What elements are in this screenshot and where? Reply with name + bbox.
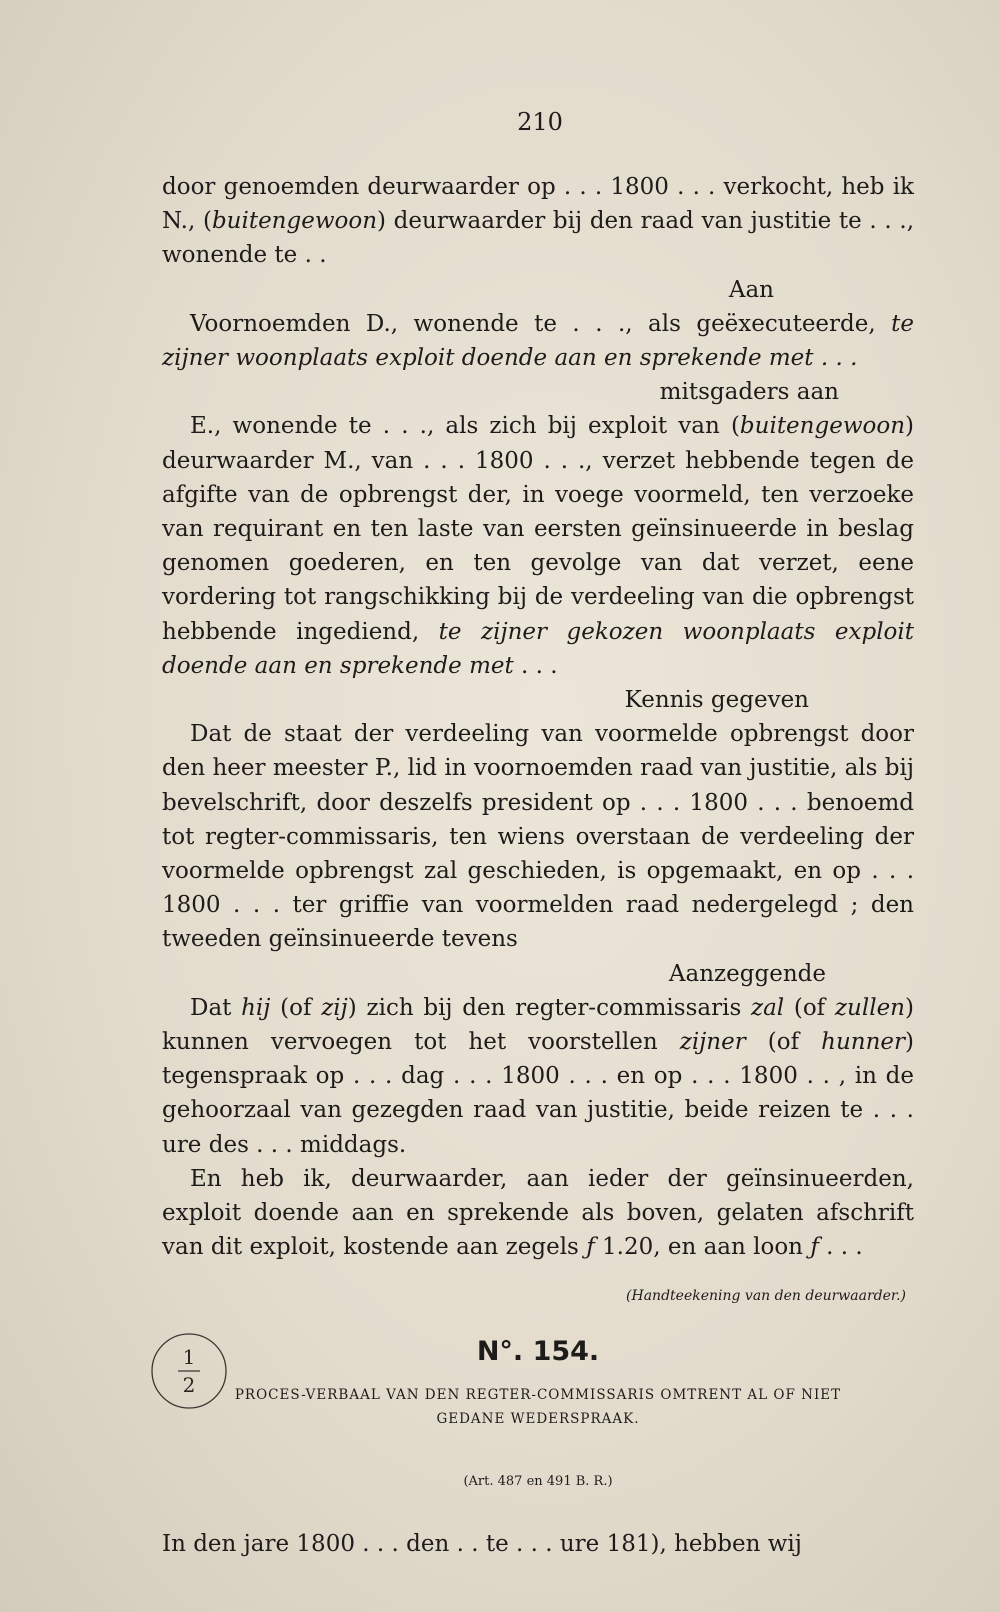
p5-italic: zij: [321, 994, 348, 1021]
p6-seg: En heb ik, deurwaarder, aan ieder der geïnsinueerden, exploit doende aan en sprekende als boven, gelaten afschrift van dit exploit, kostende aan zegels: [162, 1165, 914, 1261]
paragraph-4: Dat de staat der verdeeling van voormelde opbrengst door den heer meester P., lid in voornoemden raad van justitie, als bij bevelschrift, door deszelfs president op . . . 1800 . . . benoemd tot regter-commissaris, ten wiens overstaan de verdeeling der voormelde opbrengst zal geschieden, is opgemaakt, en op . . . 1800 . . . ter griffie van voormelden raad nedergelegd ; den tweeden geïnsinueerde tevens: [162, 721, 914, 953]
p5-seg: (of: [745, 1029, 822, 1056]
paragraph-1: [162, 170, 914, 273]
p3-italic-a: buitengewoon: [739, 413, 906, 440]
paragraph-2: [162, 307, 914, 375]
p1-text-a: door genoemden deurwaarder op . . . 1800 . . . verkocht, heb ik N., (: [162, 174, 914, 235]
p3-text-b: ) deurwaarder M., van . . . 1800 . . ., verzet hebbende tegen de afgifte van de opbrengst der, in voege voormeld, ten verzoeke van requirant en ten laste van eersten geïnsinueerde in beslag genomen goederen, en ten gevolge van dat verzet, eene vordering tot rangschikking bij de verdeeling van die opbrengst hebbende ingediend,: [162, 413, 914, 645]
section-header-line-1: PROCES-VERBAAL VAN DEN REGTER-COMMISSARIS OMTRENT AL OF NIET: [234, 1386, 842, 1403]
p1-text-b: ) deurwaarder bij den raad van justitie te . . ., wonende te . .: [162, 208, 915, 269]
florin-sign: ƒ: [586, 1234, 595, 1261]
p5-seg: ) zich bij den regter-commissaris: [347, 994, 751, 1021]
florin-sign: ƒ: [810, 1234, 819, 1261]
stamp-denominator: 2: [182, 1373, 196, 1397]
heading-kennis-gegeven: Kennis gegeven: [624, 687, 809, 714]
p5-seg: ) kunnen vervoegen tot het voorstellen: [162, 994, 914, 1056]
paragraph-6: [162, 1162, 914, 1265]
p1-italic: buitengewoon: [211, 208, 378, 235]
p5-seg: ) tegenspraak op . . . dag . . . 1800 . . . en op . . . 1800 . . , in de gehoorzaal van gezegden raad van justitie, beide reizen te . . . ure des . . . middags.: [162, 1029, 914, 1158]
p2-text: Voornoemden D., wonende te . . ., als geëxecuteerde,: [190, 310, 892, 337]
p5-italic: zal: [750, 994, 785, 1021]
stamp-numerator: 1: [182, 1345, 196, 1369]
p5-italic: zullen: [834, 994, 905, 1021]
p3-italic-b: te zijner gekozen woonplaats exploit doende aan en sprekende met: [162, 618, 914, 679]
section-number: N°. 154.: [476, 1335, 600, 1367]
section-header-line-2: GEDANE WEDERSPRAAK.: [436, 1410, 640, 1427]
p6-seg: 1.20, en aan loon: [594, 1234, 811, 1261]
article-reference: (Art. 487 en 491 B. R.): [463, 1473, 613, 1489]
p5-italic: hij: [241, 994, 271, 1021]
heading-aan: Aan: [728, 276, 774, 303]
heading-aanzeggende: Aanzeggende: [668, 960, 826, 987]
page-number: 210: [517, 108, 563, 136]
p2-italic: te zijner woonplaats exploit doende aan en sprekende met . . .: [162, 310, 914, 372]
heading-mitsgaders: mitsgaders aan: [659, 379, 839, 406]
p5-italic: zijner: [679, 1029, 746, 1056]
paragraph-last: In den jare 1800 . . . den . . te . . . ure 181), hebben wij: [162, 1531, 802, 1558]
p5-italic: hunner: [821, 1029, 906, 1056]
p3-text-c: . . .: [513, 652, 558, 679]
body-text: [162, 170, 914, 1561]
signature-note: (Handteekening van den deurwaarder.): [626, 1287, 906, 1304]
p6-seg: . . .: [818, 1234, 863, 1261]
paragraph-3: [162, 409, 914, 683]
paragraph-5: [162, 991, 914, 1162]
stamp-icon: [148, 1330, 230, 1412]
p3-text-a: E., wonende te . . ., als zich bij exploit van (: [190, 413, 740, 440]
p5-seg: Dat: [190, 994, 242, 1021]
p5-seg: (of: [270, 994, 322, 1021]
p5-seg: (of: [784, 994, 835, 1021]
